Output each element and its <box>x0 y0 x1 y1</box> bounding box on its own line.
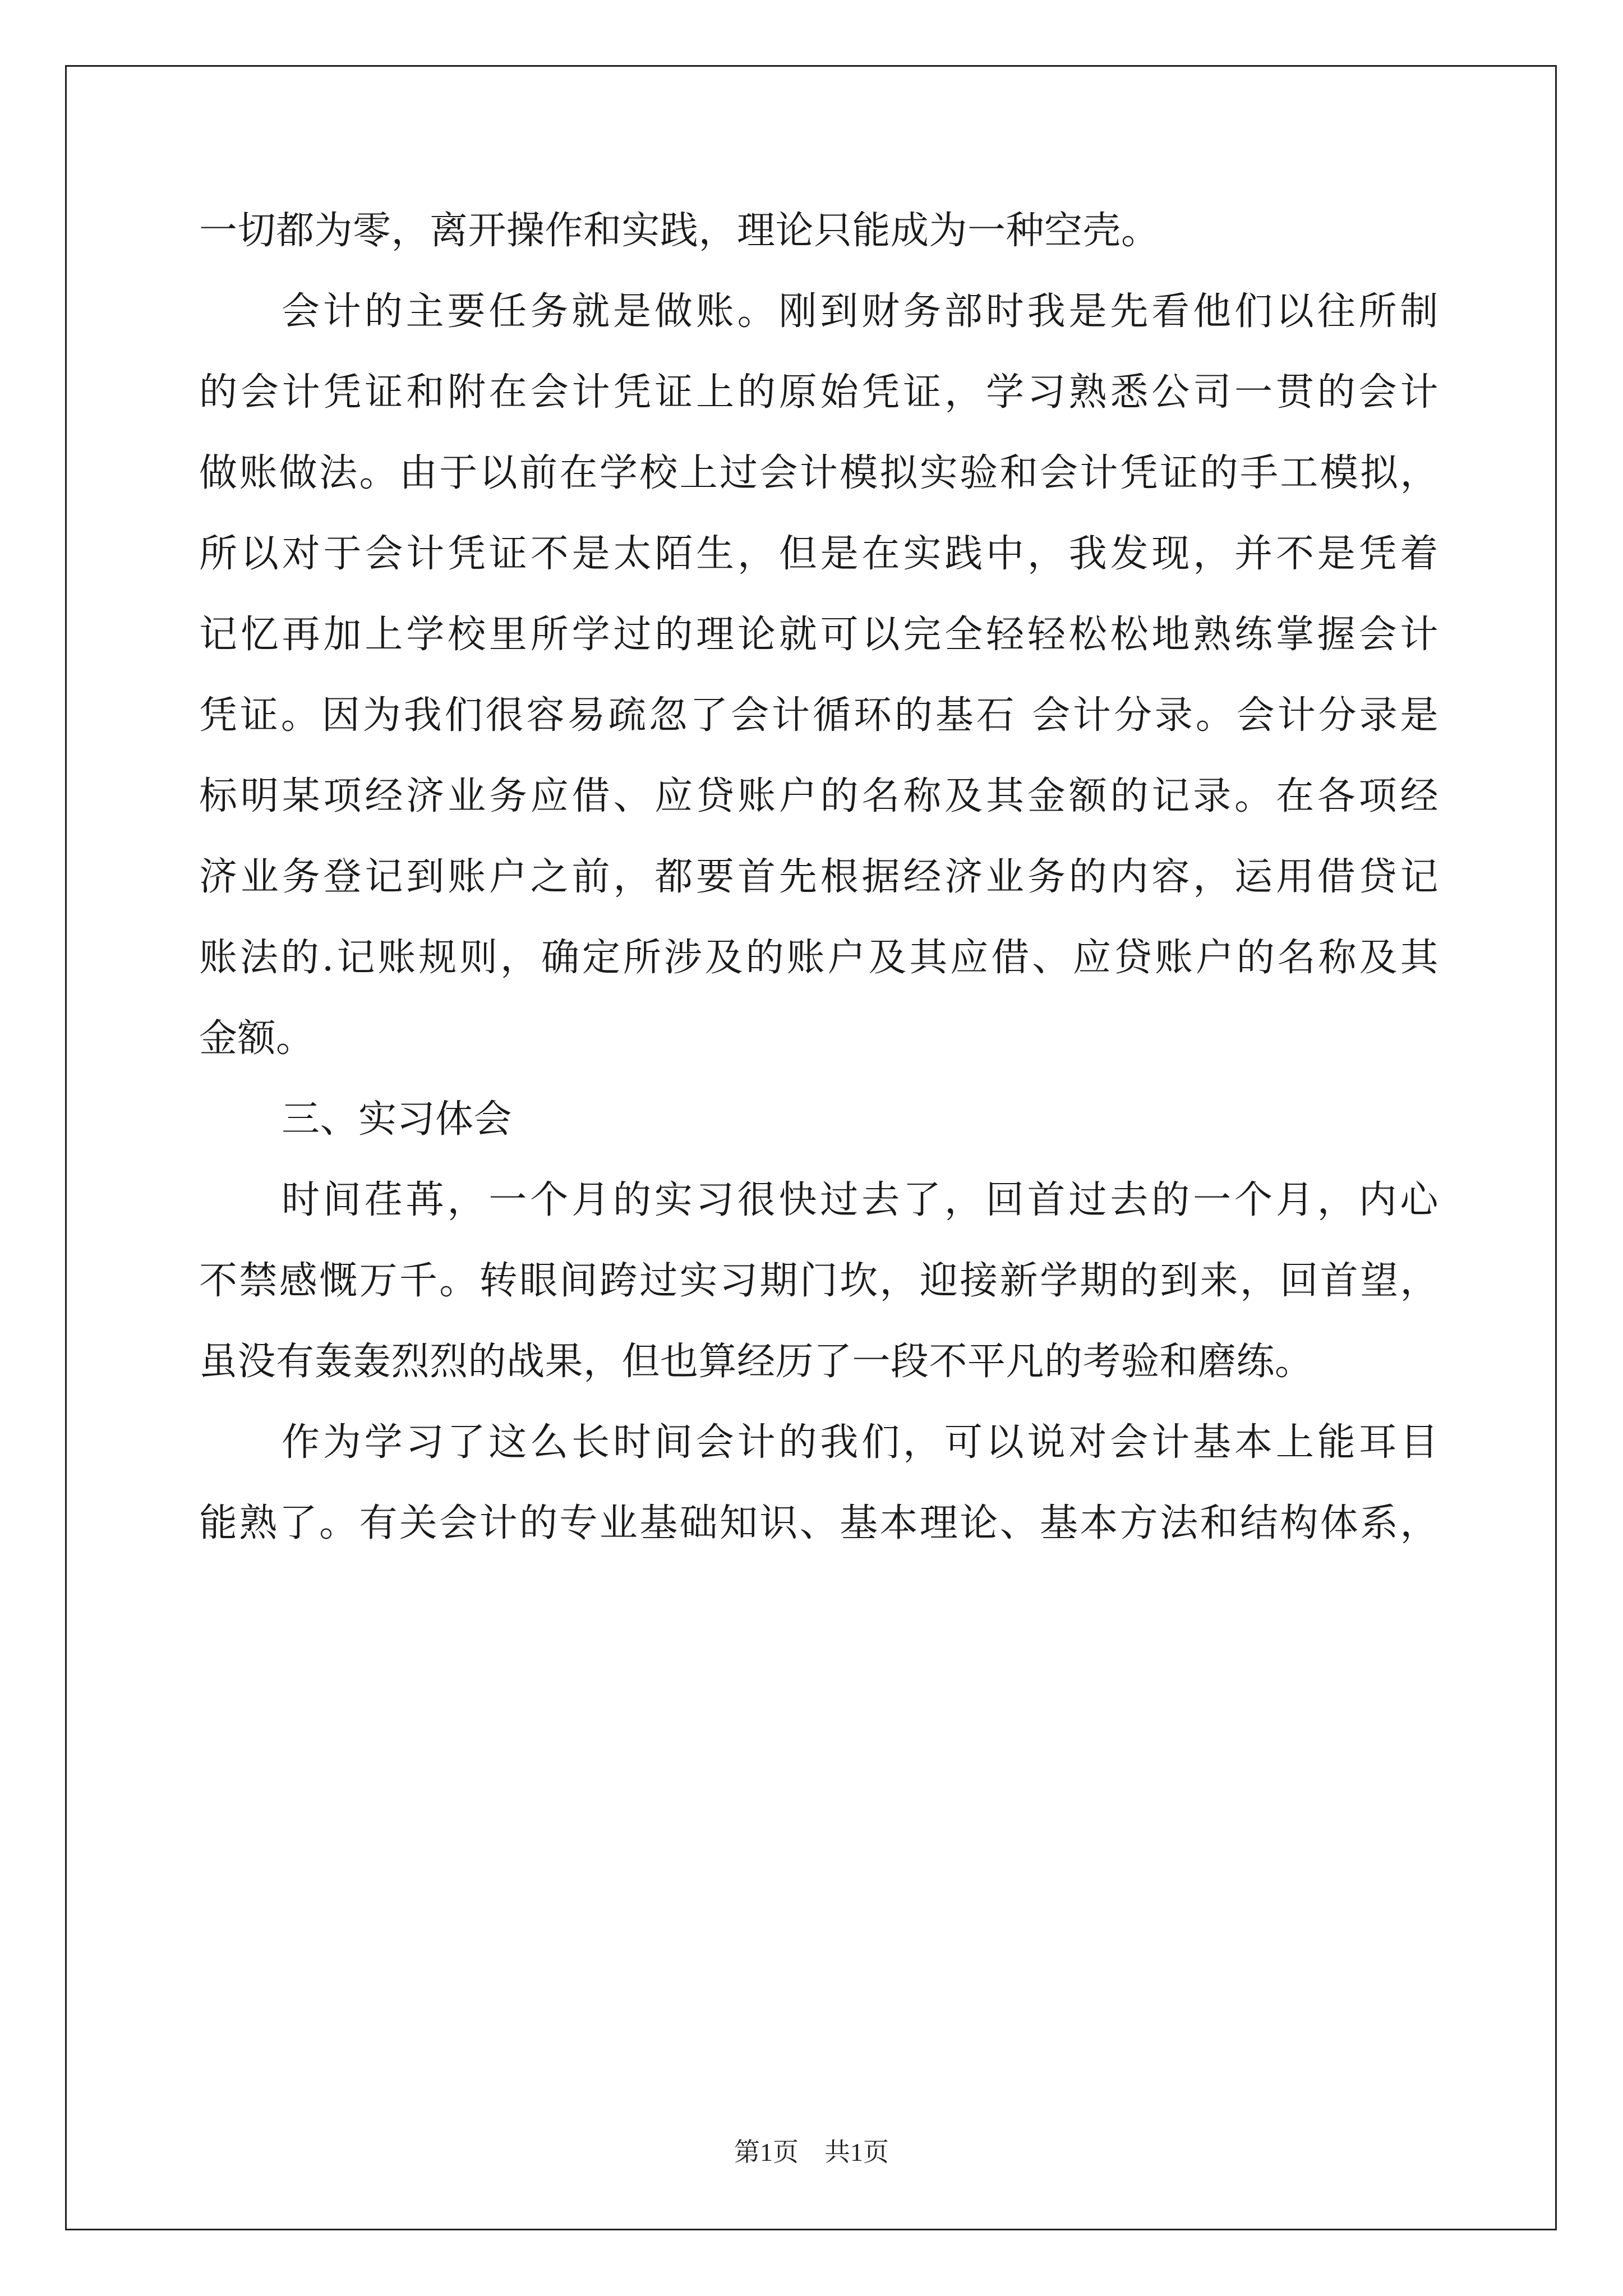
text-line: 会计的主要任务就是做账。刚到财务部时我是先看他们以往所制 <box>282 289 1438 334</box>
text-line: 能熟了。有关会计的专业基础知识、基本理论、基本方法和结构体系， <box>199 1501 1438 1545</box>
text-line: 不禁感慨万千。转眼间跨过实习期门坎，迎接新学期的到来，回首望， <box>199 1259 1438 1303</box>
page-number-footer: 第1页 共1页 <box>734 2138 889 2166</box>
text-line: 凭证。因为我们很容易疏忽了会计循环的基石 会计分录。会计分录是 <box>199 693 1438 738</box>
text-line: 的会计凭证和附在会计凭证上的原始凭证，学习熟悉公司一贯的会计 <box>199 370 1438 415</box>
text-line: 标明某项经济业务应借、应贷账户的名称及其金额的记录。在各项经 <box>199 774 1438 818</box>
text-line: 虽没有轰轰烈烈的战果，但也算经历了一段不平凡的考验和磨练。 <box>199 1340 1313 1384</box>
text-line: 金额。 <box>199 1016 315 1061</box>
text-line: 作为学习了这么长时间会计的我们，可以说对会计基本上能耳目 <box>282 1420 1438 1465</box>
text-line: 一切都为零，离开操作和实践，理论只能成为一种空壳。 <box>199 209 1160 253</box>
text-line: 济业务登记到账户之前，都要首先根据经济业务的内容，运用借贷记 <box>199 855 1438 899</box>
text-line: 做账做法。由于以前在学校上过会计模拟实验和会计凭证的手工模拟， <box>199 451 1438 495</box>
document-body <box>199 191 1438 1564</box>
text-line: 时间荏苒，一个月的实习很快过去了，回首过去的一个月，内心 <box>282 1178 1438 1222</box>
text-line: 账法的.记账规则，确定所涉及的账户及其应借、应贷账户的名称及其 <box>199 936 1438 980</box>
section-heading: 三、实习体会 <box>282 1097 513 1142</box>
text-line: 记忆再加上学校里所学过的理论就可以完全轻轻松松地熟练掌握会计 <box>199 613 1438 657</box>
text-line: 所以对于会计凭证不是太陌生，但是在实践中，我发现，并不是凭着 <box>199 532 1438 576</box>
